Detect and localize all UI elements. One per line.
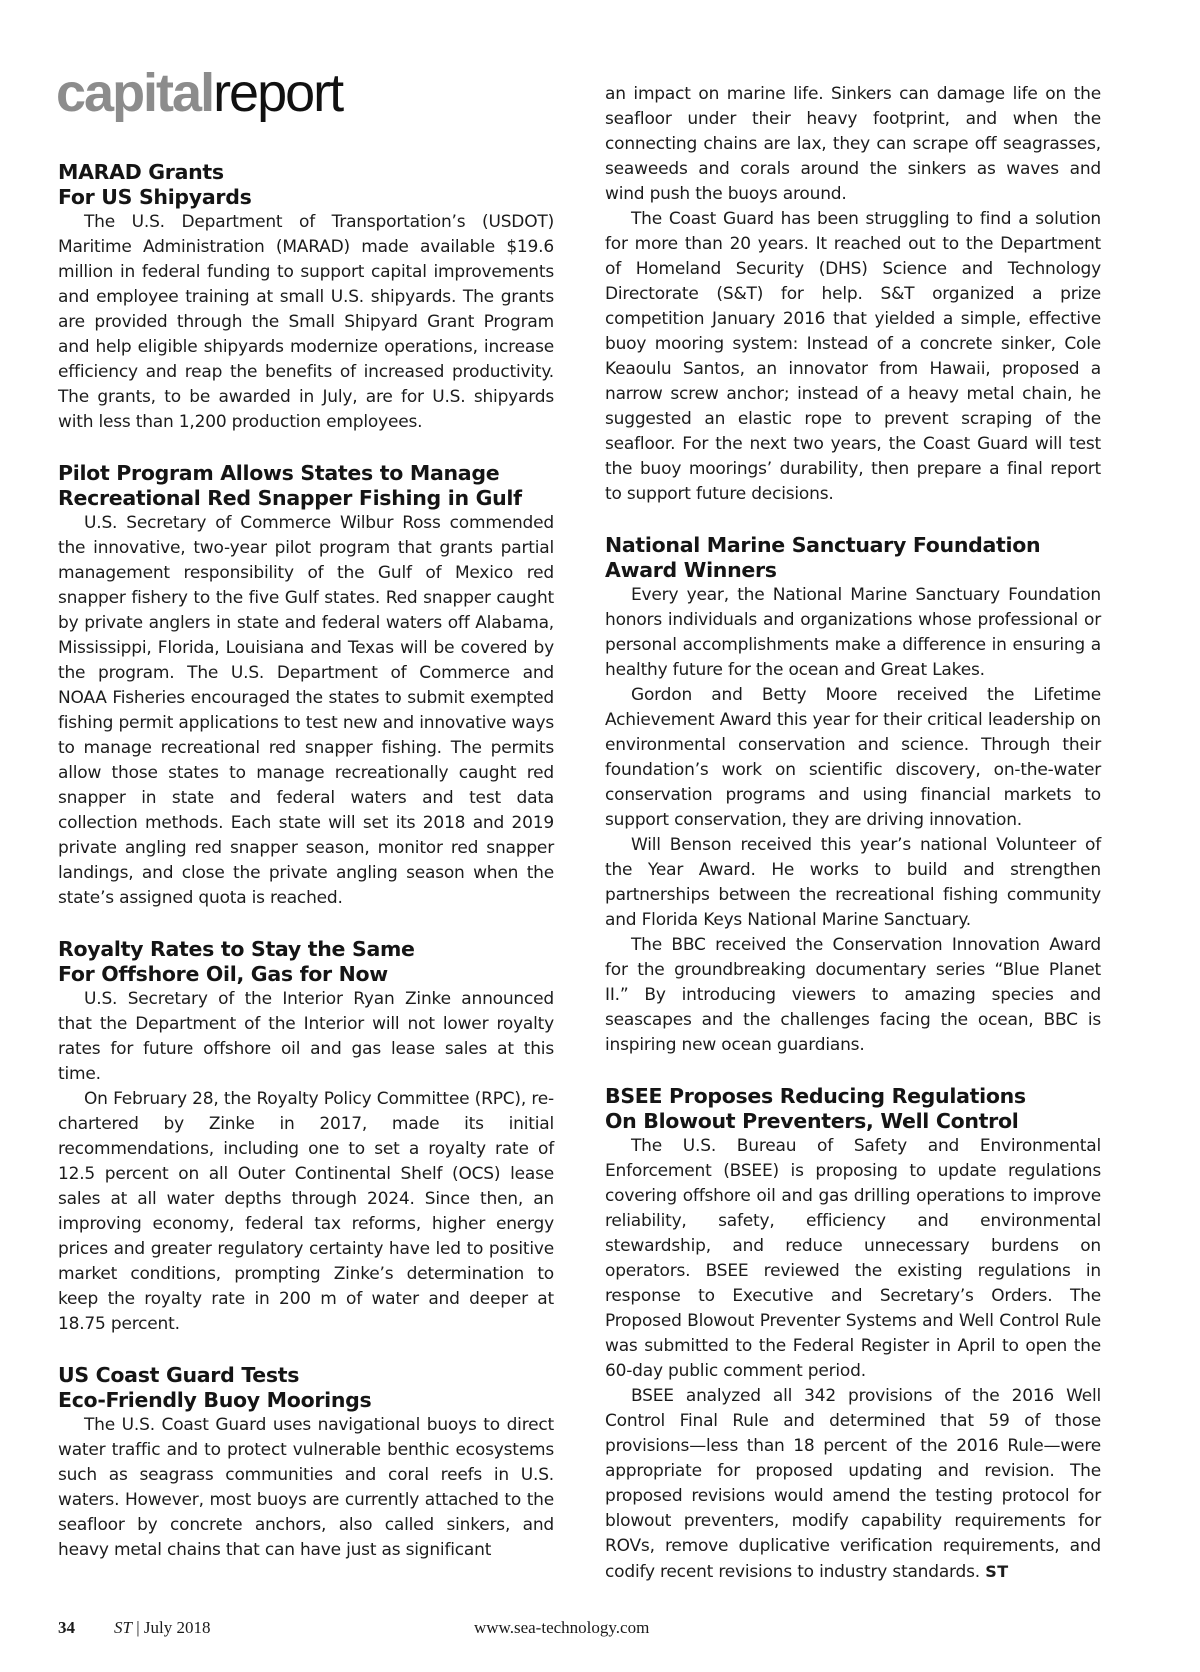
issue-date: | July 2018 xyxy=(136,1618,211,1637)
article-paragraph: The U.S. Coast Guard uses navigational buoys to direct water traffic and to protect vulnerable benthic ecosystems such as seagrass communities and coral reefs in U.S. waters. However, most buoys are currently attached to the seafloor by concrete anchors, also called sinkers, and heavy metal chains that can have just as significant xyxy=(58,1415,554,1560)
headline-line: Pilot Program Allows States to Manage xyxy=(58,461,500,485)
end-mark: ST xyxy=(985,1562,1009,1581)
article-marad-grants xyxy=(58,160,554,435)
headline-line: MARAD Grants xyxy=(58,160,224,184)
article-red-snapper xyxy=(58,461,554,911)
website-link[interactable]: www.sea-technology.com xyxy=(474,1618,650,1637)
page-number: 34 xyxy=(58,1618,75,1637)
masthead-light: report xyxy=(213,63,343,123)
article-paragraph: an impact on marine life. Sinkers can damage life on the seafloor under their heavy footprint, and when the connecting chains are lax, they can scrape off seagrasses, seaweeds and corals around the sinkers as waves and wind push the buoys around. xyxy=(605,84,1101,204)
headline-line: BSEE Proposes Reducing Regulations xyxy=(605,1084,1026,1108)
article-paragraph: U.S. Secretary of Commerce Wilbur Ross commended the innovative, two-year pilot program that grants partial management responsibility of the Gulf of Mexico red snapper fishery to the five Gulf states. Red snapper caught by private anglers in state and federal waters off Alabama, Mississippi, Florida, Louisiana and Texas will be covered by the program. The U.S. Department of Commerce and NOAA Fisheries encouraged the states to submit exempted fishing permit applications to test new and innovative ways to manage recreational red snapper fishing. The permits allow those states to manage recreationally caught red snapper in state and federal waters and test data collection methods. Each state will set its 2018 and 2019 private angling red snapper season, monitor red snapper landings, and close the private angling season when the state’s assigned quota is reached. xyxy=(58,513,554,908)
headline-line: On Blowout Preventers, Well Control xyxy=(605,1109,1019,1133)
article-paragraph-text: BSEE analyzed all 342 provisions of the 2016 Well Control Final Rule and determined that 59 of those provisions—less than 18 percent of the 2016 Rule—were appropriate for proposed updating and revision. The proposed revisions would amend the testing protocol for blowout preventers, modify capability requirements for ROVs, remove duplicative verification requirements, and codify recent revisions to industry standards. xyxy=(605,1386,1101,1582)
masthead xyxy=(56,63,343,123)
headline-line: Recreational Red Snapper Fishing in Gulf xyxy=(58,486,522,510)
article-paragraph: On February 28, the Royalty Policy Committee (RPC), re-chartered by Zinke in 2017, made its initial recommendations, including one to set a royalty rate of 12.5 percent on all Outer Continental Shelf (OCS) lease sales at all water depths through 2024. Since then, an improving economy, federal tax reforms, higher energy prices and greater regulatory certainty have led to positive market conditions, prompting Zinke’s determination to keep the royalty rate in 200 m of water and deeper at 18.75 percent. xyxy=(58,1089,554,1334)
article-paragraph: The Coast Guard has been struggling to find a solution for more than 20 years. It reached out to the Department of Homeland Security (DHS) Science and Technology Directorate (S&T) for help. S&T organized a prize competition January 2016 that yielded a simple, effective buoy mooring system: Instead of a concrete sinker, Cole Keaoulu Santos, an innovator from Hawaii, proposed a narrow screw anchor; instead of a heavy metal chain, he suggested an elastic rope to prevent scraping of the seafloor. For the next two years, the Coast Guard will test the buoy moorings’ durability, then prepare a final report to support future decisions. xyxy=(605,209,1101,504)
article-paragraph: The BBC received the Conservation Innovation Award for the groundbreaking documentary series “Blue Planet II.” By introducing viewers to amazing species and seascapes and the challenges facing the ocean, BBC is inspiring new ocean guardians. xyxy=(605,935,1101,1055)
article-buoy-moorings xyxy=(58,1363,554,1563)
article-paragraph: The U.S. Bureau of Safety and Environmental Enforcement (BSEE) is proposing to update regulations covering offshore oil and gas drilling operations to improve reliability, safety, efficiency and environmental stewardship, and reduce unnecessary burdens on operators. BSEE reviewed the existing regulations in response to Executive and Secretary’s Orders. The Proposed Blowout Preventer Systems and Well Control Rule was submitted to the Federal Register in April to open the 60-day public comment period. xyxy=(605,1136,1101,1381)
masthead-bold: capital xyxy=(56,63,214,123)
article-headline xyxy=(58,937,554,987)
magazine-name: ST xyxy=(114,1618,132,1637)
article-headline xyxy=(58,461,554,511)
article-paragraph: Will Benson received this year’s national Volunteer of the Year Award. He works to build and strengthen partnerships between the recreational fishing community and Florida Keys National Marine Sanctuary. xyxy=(605,835,1101,930)
article-headline xyxy=(605,1084,1101,1134)
headline-line: For US Shipyards xyxy=(58,185,252,209)
article-bsee-regulations xyxy=(605,1084,1101,1585)
page-footer xyxy=(0,1618,1200,1648)
headline-line: US Coast Guard Tests xyxy=(58,1363,300,1387)
article-paragraph-final xyxy=(605,1384,1101,1585)
article-paragraph: Gordon and Betty Moore received the Lifetime Achievement Award this year for their critical leadership on environmental conservation and science. Through their foundation’s work on scientific discovery, on-the-water conservation programs and using financial markets to support conservation, they are driving innovation. xyxy=(605,685,1101,830)
article-paragraph: U.S. Secretary of the Interior Ryan Zinke announced that the Department of the Interior will not lower royalty rates for future offshore oil and gas lease sales at this time. xyxy=(58,989,554,1084)
headline-line: For Offshore Oil, Gas for Now xyxy=(58,962,388,986)
left-column xyxy=(58,160,554,1563)
right-column xyxy=(605,82,1101,1585)
article-headline xyxy=(58,160,554,210)
magazine-issue xyxy=(114,1618,210,1638)
article-royalty-rates xyxy=(58,937,554,1337)
article-paragraph: The U.S. Department of Transportation’s (USDOT) Maritime Administration (MARAD) made available $19.6 million in federal funding to support capital improvements and employee training at small U.S. shipyards. The grants are provided through the Small Shipyard Grant Program and help eligible shipyards modernize operations, increase efficiency and reap the benefits of increased productivity. The grants, to be awarded in July, are for U.S. shipyards with less than 1,200 production employees. xyxy=(58,212,554,432)
article-buoy-moorings-continued xyxy=(605,82,1101,507)
article-paragraph: Every year, the National Marine Sanctuary Foundation honors individuals and organizations whose professional or personal accomplishments make a difference in ensuring a healthy future for the ocean and Great Lakes. xyxy=(605,585,1101,680)
headline-line: Eco-Friendly Buoy Moorings xyxy=(58,1388,372,1412)
article-headline xyxy=(605,533,1101,583)
article-sanctuary-awards xyxy=(605,533,1101,1058)
headline-line: Royalty Rates to Stay the Same xyxy=(58,937,415,961)
headline-line: Award Winners xyxy=(605,558,777,582)
article-headline xyxy=(58,1363,554,1413)
headline-line: National Marine Sanctuary Foundation xyxy=(605,533,1041,557)
